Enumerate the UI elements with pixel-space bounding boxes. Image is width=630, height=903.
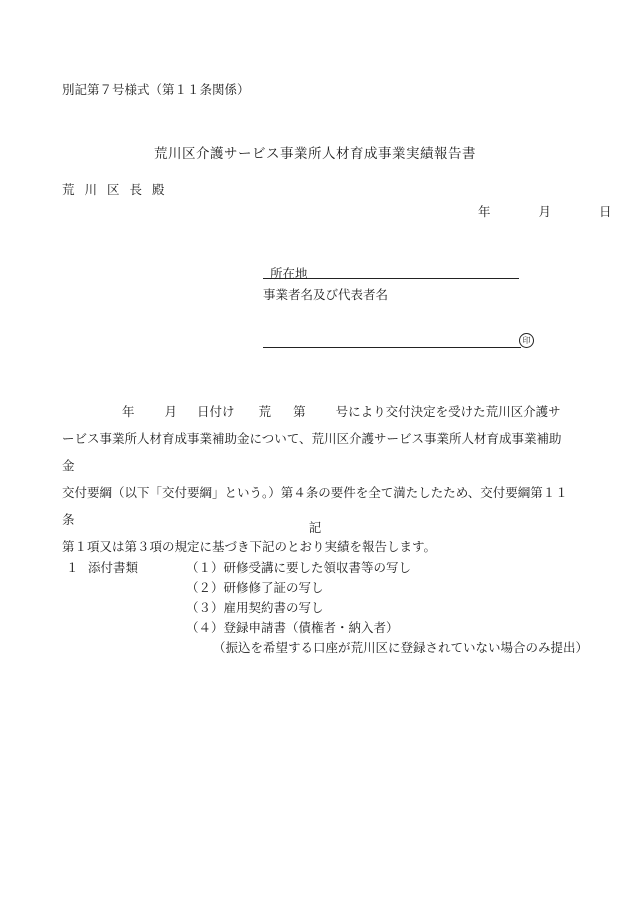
attachment-item-1: （１）研修受講に要した領収書等の写し	[186, 560, 412, 575]
form-number: 別記第７号様式（第１１条関係）	[62, 82, 250, 97]
body-line-3: 交付要綱（以下「交付要綱」という。）第４条の要件を全て満たしたため、交付要綱第１１条	[62, 485, 568, 527]
body-dai: 第	[293, 404, 306, 419]
attachment-item-2: （２）研修修了証の写し	[186, 580, 324, 595]
body-line-2: ービス事業所人材育成事業補助金について、荒川区介護サービス事業所人材育成事業補助金	[62, 431, 562, 473]
attachment-item-4: （４）登録申請書（債権者・納入者）	[186, 620, 399, 635]
body-line-4: 第１項又は第３項の規定に基づき下記のとおり実績を報告します。	[62, 539, 437, 554]
attachment-item-3: （３）雇用契約書の写し	[186, 600, 324, 615]
representative-label: 事業者名及び代表者名	[263, 287, 389, 302]
attachment-heading: 添付書類	[88, 560, 139, 575]
body-year: 年	[122, 404, 135, 419]
seal-mark: 印	[519, 333, 534, 348]
date-day-label: 日	[599, 204, 612, 219]
attachment-note: （振込を希望する口座が荒川区に登録されていない場合のみ提出）	[213, 640, 589, 655]
body-dated: 日付け	[197, 404, 235, 419]
body-month: 月	[164, 404, 178, 419]
document-title: 荒川区介護サービス事業所人材育成事業実績報告書	[154, 146, 476, 162]
date-month-label: 月	[538, 204, 552, 219]
location-label: 所在地	[270, 266, 308, 281]
ki-heading: 記	[308, 520, 322, 535]
date-year-label: 年	[478, 204, 491, 219]
addressee: 荒川区長殿	[62, 182, 175, 197]
signature-line	[263, 333, 521, 348]
body-ara: 荒	[258, 404, 272, 419]
date-line	[478, 202, 612, 220]
body-line-1-rest: 号により交付決定を受けた荒川区介護サ	[335, 404, 561, 419]
attachment-number: １	[66, 560, 79, 575]
body-line-1	[62, 398, 572, 425]
